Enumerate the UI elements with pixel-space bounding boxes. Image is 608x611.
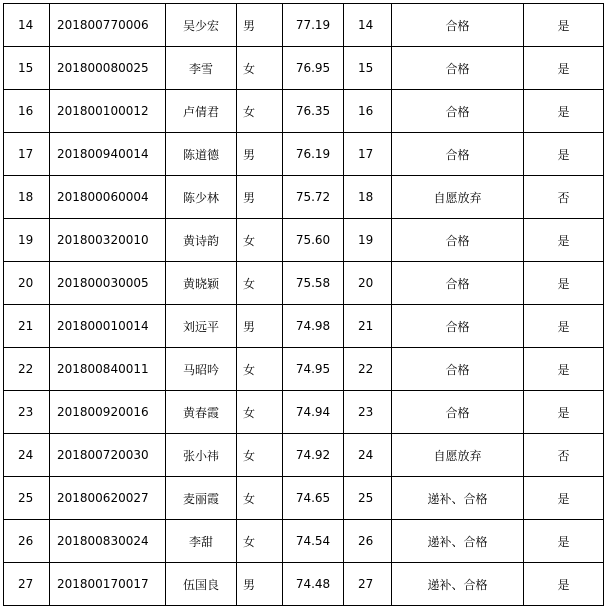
gender-cell: 男 (237, 133, 283, 176)
rank-cell: 17 (344, 133, 392, 176)
status-cell: 递补、合格 (392, 520, 524, 563)
score-cell: 74.98 (283, 305, 344, 348)
gender-cell: 女 (237, 47, 283, 90)
seq-cell: 23 (4, 391, 50, 434)
table-row (4, 176, 604, 219)
rank-cell: 26 (344, 520, 392, 563)
exam-id-cell: 201800720030 (50, 434, 166, 477)
seq-cell: 26 (4, 520, 50, 563)
candidate-name-cell: 伍国良 (166, 563, 237, 606)
score-cell: 74.48 (283, 563, 344, 606)
table-row (4, 90, 604, 133)
rank-cell: 18 (344, 176, 392, 219)
status-cell: 合格 (392, 219, 524, 262)
gender-cell: 女 (237, 348, 283, 391)
exam-id-cell: 201800920016 (50, 391, 166, 434)
enter-next-cell: 是 (524, 219, 604, 262)
seq-cell: 16 (4, 90, 50, 133)
rank-cell: 20 (344, 262, 392, 305)
seq-cell: 22 (4, 348, 50, 391)
table-row (4, 391, 604, 434)
gender-cell: 男 (237, 4, 283, 47)
score-cell: 74.92 (283, 434, 344, 477)
exam-id-cell: 201800320010 (50, 219, 166, 262)
exam-id-cell: 201800030005 (50, 262, 166, 305)
status-cell: 合格 (392, 133, 524, 176)
table-row (4, 133, 604, 176)
enter-next-cell: 是 (524, 391, 604, 434)
exam-id-cell: 201800170017 (50, 563, 166, 606)
gender-cell: 男 (237, 305, 283, 348)
gender-cell: 女 (237, 434, 283, 477)
rank-cell: 15 (344, 47, 392, 90)
status-cell: 合格 (392, 90, 524, 133)
rank-cell: 22 (344, 348, 392, 391)
score-cell: 74.54 (283, 520, 344, 563)
seq-cell: 25 (4, 477, 50, 520)
table-body (4, 4, 604, 606)
table-row (4, 348, 604, 391)
candidate-name-cell: 李雪 (166, 47, 237, 90)
gender-cell: 女 (237, 219, 283, 262)
seq-cell: 18 (4, 176, 50, 219)
table-row (4, 219, 604, 262)
exam-id-cell: 201800770006 (50, 4, 166, 47)
enter-next-cell: 是 (524, 133, 604, 176)
exam-id-cell: 201800940014 (50, 133, 166, 176)
gender-cell: 女 (237, 520, 283, 563)
gender-cell: 女 (237, 391, 283, 434)
enter-next-cell: 是 (524, 477, 604, 520)
exam-id-cell: 201800840011 (50, 348, 166, 391)
candidate-name-cell: 麦丽霞 (166, 477, 237, 520)
candidate-name-cell: 张小祎 (166, 434, 237, 477)
score-cell: 74.65 (283, 477, 344, 520)
table-row (4, 434, 604, 477)
score-cell: 75.72 (283, 176, 344, 219)
gender-cell: 女 (237, 90, 283, 133)
score-cell: 76.95 (283, 47, 344, 90)
score-cell: 76.19 (283, 133, 344, 176)
seq-cell: 20 (4, 262, 50, 305)
candidate-name-cell: 马昭吟 (166, 348, 237, 391)
candidate-name-cell: 吴少宏 (166, 4, 237, 47)
gender-cell: 女 (237, 262, 283, 305)
candidate-name-cell: 陈道德 (166, 133, 237, 176)
enter-next-cell: 否 (524, 434, 604, 477)
seq-cell: 15 (4, 47, 50, 90)
rank-cell: 24 (344, 434, 392, 477)
candidate-name-cell: 卢倩君 (166, 90, 237, 133)
score-cell: 77.19 (283, 4, 344, 47)
exam-id-cell: 201800010014 (50, 305, 166, 348)
seq-cell: 14 (4, 4, 50, 47)
table-row (4, 520, 604, 563)
status-cell: 合格 (392, 391, 524, 434)
status-cell: 自愿放弃 (392, 434, 524, 477)
score-cell: 74.94 (283, 391, 344, 434)
rank-cell: 23 (344, 391, 392, 434)
status-cell: 合格 (392, 262, 524, 305)
gender-cell: 男 (237, 563, 283, 606)
seq-cell: 24 (4, 434, 50, 477)
seq-cell: 21 (4, 305, 50, 348)
seq-cell: 19 (4, 219, 50, 262)
candidate-name-cell: 黄诗韵 (166, 219, 237, 262)
rank-cell: 21 (344, 305, 392, 348)
exam-id-cell: 201800620027 (50, 477, 166, 520)
enter-next-cell: 是 (524, 90, 604, 133)
status-cell: 合格 (392, 47, 524, 90)
score-cell: 75.58 (283, 262, 344, 305)
exam-id-cell: 201800830024 (50, 520, 166, 563)
status-cell: 递补、合格 (392, 477, 524, 520)
exam-id-cell: 201800060004 (50, 176, 166, 219)
table-row (4, 262, 604, 305)
seq-cell: 17 (4, 133, 50, 176)
rank-cell: 25 (344, 477, 392, 520)
status-cell: 合格 (392, 348, 524, 391)
enter-next-cell: 是 (524, 305, 604, 348)
exam-id-cell: 201800080025 (50, 47, 166, 90)
candidate-name-cell: 李甜 (166, 520, 237, 563)
rank-cell: 14 (344, 4, 392, 47)
table-row (4, 305, 604, 348)
enter-next-cell: 否 (524, 176, 604, 219)
status-cell: 合格 (392, 305, 524, 348)
enter-next-cell: 是 (524, 520, 604, 563)
table-row (4, 47, 604, 90)
status-cell: 自愿放弃 (392, 176, 524, 219)
exam-id-cell: 201800100012 (50, 90, 166, 133)
candidate-name-cell: 陈少林 (166, 176, 237, 219)
enter-next-cell: 是 (524, 348, 604, 391)
candidate-name-cell: 刘远平 (166, 305, 237, 348)
score-cell: 75.60 (283, 219, 344, 262)
status-cell: 合格 (392, 4, 524, 47)
table-row (4, 563, 604, 606)
seq-cell: 27 (4, 563, 50, 606)
gender-cell: 男 (237, 176, 283, 219)
enter-next-cell: 是 (524, 262, 604, 305)
enter-next-cell: 是 (524, 47, 604, 90)
enter-next-cell: 是 (524, 563, 604, 606)
candidate-name-cell: 黄晓颖 (166, 262, 237, 305)
rank-cell: 19 (344, 219, 392, 262)
gender-cell: 女 (237, 477, 283, 520)
results-table (3, 3, 604, 606)
table-row (4, 4, 604, 47)
rank-cell: 27 (344, 563, 392, 606)
score-cell: 74.95 (283, 348, 344, 391)
status-cell: 递补、合格 (392, 563, 524, 606)
table-row (4, 477, 604, 520)
candidate-name-cell: 黄春霞 (166, 391, 237, 434)
enter-next-cell: 是 (524, 4, 604, 47)
rank-cell: 16 (344, 90, 392, 133)
score-cell: 76.35 (283, 90, 344, 133)
